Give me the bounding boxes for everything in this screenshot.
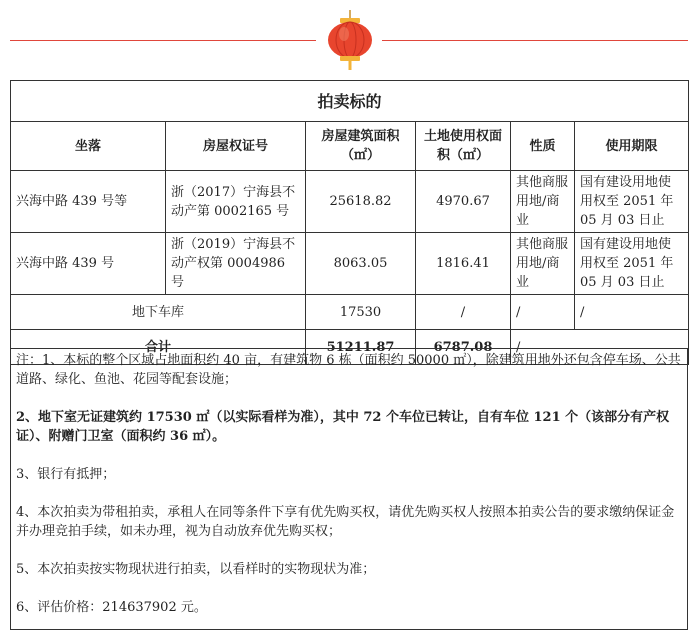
header-term: 使用期限 (575, 122, 689, 171)
note-item: 注：1、本标的整个区域占地面积约 40 亩，有建筑物 6 栋（面积约 50000 ㎡），除建筑用地外还包含停车场、公共道路、绿化、鱼池、花园等配套设施； (16, 353, 681, 387)
cell-garage-land-area: / (416, 295, 511, 330)
header-nature: 性质 (511, 122, 575, 171)
note-item: 4、本次拍卖为带租拍卖，承租人在同等条件下享有优先购买权，请优先购买权人按照本拍卖公告的要求缴纳保证金并办理竞拍手续，如未办理，视为自动放弃优先购买权； (16, 505, 675, 539)
auction-subject-table (10, 80, 689, 365)
cell-land-area: 1816.41 (416, 233, 511, 295)
table-title-row (11, 81, 689, 122)
note-item: 3、银行有抵押； (16, 467, 116, 482)
table-row (11, 233, 689, 295)
cell-location: 兴海中路 439 号 (11, 233, 166, 295)
table-title: 拍卖标的 (11, 81, 689, 122)
cell-term: 国有建设用地使用权至 2051 年 05 月 03 日止 (575, 171, 689, 233)
cell-total-land-area: 6787.08 (416, 330, 511, 365)
cell-garage-nature: / (511, 295, 575, 330)
cell-certificate: 浙（2017）宁海县不动产第 0002165 号 (166, 171, 306, 233)
cell-total-building-area: 51211.87 (306, 330, 416, 365)
header-divider-right (382, 40, 688, 41)
table-header-row (11, 122, 689, 171)
table-row (11, 171, 689, 233)
header-divider-left (10, 40, 316, 41)
cell-location: 兴海中路 439 号等 (11, 171, 166, 233)
note-item: 5、本次拍卖按实物现状进行拍卖，以看样时的实物现状为准； (16, 562, 376, 577)
lantern-icon (322, 10, 378, 70)
cell-garage-term: / (575, 295, 689, 330)
cell-certificate: 浙（2019）宁海县不动产权第 0004986 号 (166, 233, 306, 295)
table-row-garage (11, 295, 689, 330)
note-item: 6、评估价格：214637902 元。 (16, 600, 207, 615)
header-location: 坐落 (11, 122, 166, 171)
cell-building-area: 8063.05 (306, 233, 416, 295)
notes-section (10, 348, 688, 630)
page-header (0, 0, 699, 80)
cell-land-area: 4970.67 (416, 171, 511, 233)
cell-garage-label: 地下车库 (11, 295, 306, 330)
note-item: 2、地下室无证建筑约 17530 ㎡（以实际看样为准），其中 72 个车位已转让，自有车位 121 个（该部分有产权证）、附赠门卫室（面积约 36 ㎡）。 (16, 410, 670, 444)
header-certificate: 房屋权证号 (166, 122, 306, 171)
header-land-area: 土地使用权面积（㎡） (416, 122, 511, 171)
cell-nature: 其他商服用地/商业 (511, 171, 575, 233)
header-building-area: 房屋建筑面积（㎡） (306, 122, 416, 171)
cell-garage-building-area: 17530 (306, 295, 416, 330)
cell-term: 国有建设用地使用权至 2051 年 05 月 03 日止 (575, 233, 689, 295)
cell-nature: 其他商服用地/商业 (511, 233, 575, 295)
cell-total-label: 合计 (11, 330, 306, 365)
cell-total-nature: / (511, 330, 689, 365)
cell-building-area: 25618.82 (306, 171, 416, 233)
